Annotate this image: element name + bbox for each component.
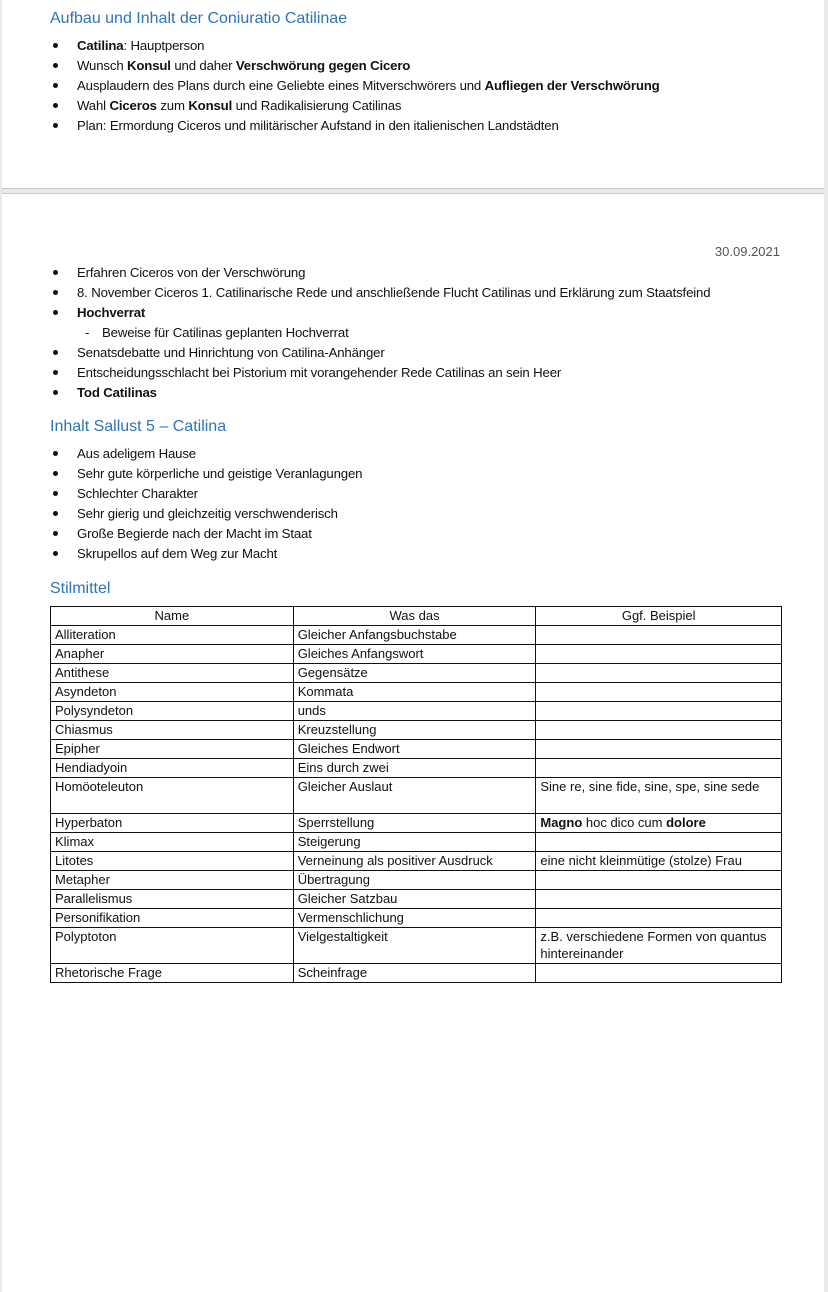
bullet-marker <box>53 63 58 68</box>
table-row <box>51 759 782 778</box>
bullet-marker <box>53 390 58 395</box>
bold-text: Aufliegen der Verschwörung <box>484 78 660 93</box>
cell-was-das: Kreuzstellung <box>293 721 536 740</box>
text-span: Sine re, sine fide, sine, spe, sine sede <box>540 779 760 794</box>
text-span: Schlechter Charakter <box>77 486 198 501</box>
cell-name: Polyptoton <box>51 928 294 964</box>
cell-name: Alliteration <box>51 626 294 645</box>
table-row <box>51 833 782 852</box>
column-header-was-das: Was das <box>293 607 536 626</box>
list-item <box>50 363 710 383</box>
list-item <box>50 263 710 283</box>
bold-text: Konsul <box>127 58 171 73</box>
section-heading-aufbau: Aufbau und Inhalt der Coniuratio Catilinae <box>50 10 348 27</box>
cell-name: Asyndeton <box>51 683 294 702</box>
bold-text: Verschwörung gegen Cicero <box>235 58 411 73</box>
text-span: Entscheidungsschlacht bei Pistorium mit vorangehender Rede Catilinas an sein Heer <box>77 365 562 380</box>
bullet-marker <box>53 471 58 476</box>
text-span: Wahl <box>77 98 110 113</box>
list-item <box>50 96 660 116</box>
cell-beispiel <box>536 833 782 852</box>
bullet-marker <box>53 370 58 375</box>
text-span: Ausplaudern des Plans durch eine Geliebte eines Mitverschwörers und <box>77 78 485 93</box>
bold-text: Magno <box>540 815 583 830</box>
table-row <box>51 740 782 759</box>
bullet-list-aufbau-continued <box>50 263 710 403</box>
cell-beispiel <box>536 721 782 740</box>
cell-was-das: Vermenschlichung <box>293 909 536 928</box>
cell-beispiel <box>536 814 782 833</box>
cell-beispiel <box>536 871 782 890</box>
text-span: Wunsch <box>77 58 128 73</box>
bold-text: Konsul <box>188 98 233 113</box>
stilmittel-table <box>50 606 782 983</box>
text-span: 8. November Ciceros 1. Catilinarische Rede und anschließende Flucht Catilinas und Erklärung zum Staatsfeind <box>77 285 711 300</box>
text-span: Plan: Ermordung Ciceros und militärischer Aufstand in den italienischen Landstädten <box>77 118 559 133</box>
cell-beispiel <box>536 852 782 871</box>
cell-was-das: Verneinung als positiver Ausdruck <box>293 852 536 871</box>
cell-beispiel <box>536 909 782 928</box>
cell-was-das: Gleicher Auslaut <box>293 778 536 814</box>
cell-was-das: Sperrstellung <box>293 814 536 833</box>
text-span: eine nicht kleinmütige (stolze) Frau <box>540 853 742 868</box>
cell-beispiel <box>536 964 782 983</box>
bullet-marker <box>53 350 58 355</box>
bullet-list-aufbau <box>50 36 660 136</box>
text-span: Sehr gierig und gleichzeitig verschwenderisch <box>77 506 338 521</box>
bold-text: Tod Catilinas <box>77 385 157 400</box>
cell-was-das: Gleicher Anfangsbuchstabe <box>293 626 536 645</box>
date-label: 30.09.2021 <box>714 244 780 259</box>
table-row <box>51 909 782 928</box>
text-span: Beweise für Catilinas geplanten Hochverrat <box>102 325 349 340</box>
cell-beispiel <box>536 645 782 664</box>
table-row <box>51 814 782 833</box>
bullet-marker <box>53 43 58 48</box>
cell-beispiel <box>536 759 782 778</box>
column-header-beispiel: Ggf. Beispiel <box>536 607 782 626</box>
list-item <box>50 444 362 464</box>
cell-name: Litotes <box>51 852 294 871</box>
bullet-marker <box>53 531 58 536</box>
list-item <box>50 116 660 136</box>
section-heading-stilmittel: Stilmittel <box>50 580 111 597</box>
cell-was-das: Steigerung <box>293 833 536 852</box>
cell-name: Chiasmus <box>51 721 294 740</box>
list-item <box>50 343 710 363</box>
column-header-name: Name <box>51 607 294 626</box>
text-span: zum <box>156 98 189 113</box>
bullet-list-inhalt <box>50 444 362 564</box>
dash-marker: - <box>85 325 90 340</box>
cell-name: Anapher <box>51 645 294 664</box>
cell-was-das: Gleicher Satzbau <box>293 890 536 909</box>
cell-name: Parallelismus <box>51 890 294 909</box>
list-item <box>50 283 710 303</box>
table-row <box>51 702 782 721</box>
list-item <box>50 504 362 524</box>
cell-was-das: Gegensätze <box>293 664 536 683</box>
text-span: und Radikalisierung Catilinas <box>232 98 402 113</box>
list-item <box>50 464 362 484</box>
list-item <box>50 484 362 504</box>
bullet-marker <box>53 451 58 456</box>
cell-beispiel <box>536 702 782 721</box>
bullet-marker <box>53 270 58 275</box>
table-row <box>51 871 782 890</box>
bullet-marker <box>53 491 58 496</box>
table-row <box>51 645 782 664</box>
cell-beispiel <box>536 778 782 814</box>
document-page-2 <box>2 193 824 1292</box>
table-row <box>51 890 782 909</box>
table-row <box>51 852 782 871</box>
bullet-marker <box>53 511 58 516</box>
table-row <box>51 626 782 645</box>
cell-beispiel <box>536 928 782 964</box>
cell-was-das: unds <box>293 702 536 721</box>
list-item <box>50 56 660 76</box>
cell-beispiel <box>536 626 782 645</box>
cell-name: Homöoteleuton <box>51 778 294 814</box>
table-row <box>51 683 782 702</box>
table-row <box>51 721 782 740</box>
cell-was-das: Übertragung <box>293 871 536 890</box>
cell-name: Antithese <box>51 664 294 683</box>
cell-name: Hendiadyoin <box>51 759 294 778</box>
cell-was-das: Scheinfrage <box>293 964 536 983</box>
list-item <box>50 303 710 323</box>
text-span: Senatsdebatte und Hinrichtung von Catilina-Anhänger <box>77 345 385 360</box>
bold-text: Hochverrat <box>77 305 146 320</box>
table-row <box>51 664 782 683</box>
cell-was-das: Gleiches Anfangswort <box>293 645 536 664</box>
cell-beispiel <box>536 683 782 702</box>
sub-list-item <box>50 323 710 343</box>
cell-was-das: Kommata <box>293 683 536 702</box>
list-item <box>50 76 660 96</box>
cell-beispiel <box>536 890 782 909</box>
bold-text: Catilina <box>77 38 124 53</box>
cell-beispiel <box>536 664 782 683</box>
cell-name: Polysyndeton <box>51 702 294 721</box>
list-item <box>50 36 660 56</box>
table-row <box>51 928 782 964</box>
text-span: : Hauptperson <box>123 38 205 53</box>
text-span: und daher <box>170 58 236 73</box>
cell-name: Epipher <box>51 740 294 759</box>
document-page-1 <box>2 0 824 189</box>
bullet-marker <box>53 103 58 108</box>
bullet-marker <box>53 290 58 295</box>
list-item <box>50 383 710 403</box>
cell-was-das: Eins durch zwei <box>293 759 536 778</box>
table-row <box>51 964 782 983</box>
text-span: Erfahren Ciceros von der Verschwörung <box>77 265 306 280</box>
cell-name: Rhetorische Frage <box>51 964 294 983</box>
text-span: Sehr gute körperliche und geistige Veranlagungen <box>77 466 363 481</box>
text-span: Aus adeligem Hause <box>77 446 196 461</box>
bold-text: Ciceros <box>109 98 157 113</box>
bullet-marker <box>53 310 58 315</box>
bullet-marker <box>53 123 58 128</box>
cell-beispiel <box>536 740 782 759</box>
text-span: z.B. verschiedene Formen von quantus hintereinander <box>540 929 767 961</box>
cell-was-das: Gleiches Endwort <box>293 740 536 759</box>
cell-name: Metapher <box>51 871 294 890</box>
bullet-marker <box>53 551 58 556</box>
cell-name: Klimax <box>51 833 294 852</box>
cell-name: Personifikation <box>51 909 294 928</box>
cell-name: Hyperbaton <box>51 814 294 833</box>
text-span: Große Begierde nach der Macht im Staat <box>77 526 312 541</box>
cell-was-das: Vielgestaltigkeit <box>293 928 536 964</box>
bold-text: dolore <box>666 815 706 830</box>
bullet-marker <box>53 83 58 88</box>
section-heading-inhalt: Inhalt Sallust 5 – Catilina <box>50 418 227 435</box>
list-item <box>50 544 362 564</box>
text-span: hoc dico cum <box>582 815 667 830</box>
list-item <box>50 524 362 544</box>
text-span: Skrupellos auf dem Weg zur Macht <box>77 546 278 561</box>
table-header-row <box>51 607 782 626</box>
table-row <box>51 778 782 814</box>
